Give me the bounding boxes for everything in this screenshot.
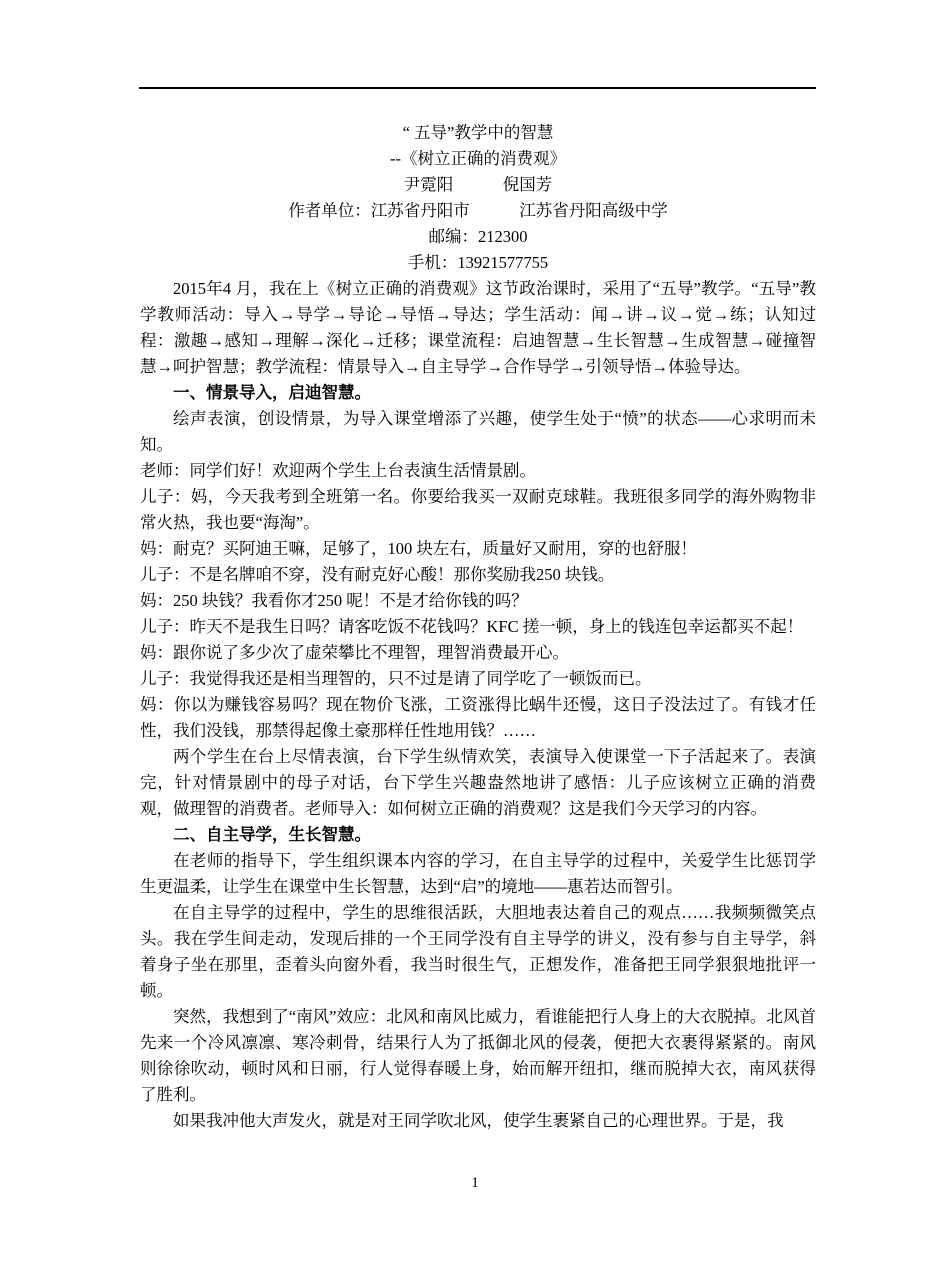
paragraph: 突然，我想到了“南风”效应：北风和南风比威力，看谁能把行人身上的大衣脱掉。北风首先来一个冷风凛凛、寒冷刺骨，结果行人为了抵御北风的侵袭，便把大衣裹得紧紧的。南风则徐徐吹动，顿时风和日丽，行人觉得春暖上身，始而解开纽扣，继而脱掉大衣，南风获得了胜利。 bbox=[140, 1007, 816, 1104]
authors-line: 尹霓阳 倪国芳 bbox=[403, 175, 553, 194]
paragraph: 老师：同学们好！欢迎两个学生上台表演生活情景剧。 bbox=[140, 461, 536, 480]
phone-line: 手机：13921577755 bbox=[407, 253, 549, 272]
section-heading: 二、自主导学，生长智慧。 bbox=[173, 825, 371, 844]
header-rule bbox=[139, 87, 816, 89]
affiliation-line: 作者单位：江苏省丹阳市 江苏省丹阳高级中学 bbox=[288, 201, 668, 220]
paragraph: 2015年4 月，我在上《树立正确的消费观》这节政治课时，采用了“五导”教学。“五导”教学教师活动：导入→导学→导论→导悟→导达；学生活动：闻→讲→议→觉→练；认知过程：激趣→感知→理解→深化→迁移；课堂流程：启迪智慧→生长智慧→生成智慧→碰撞智慧→呵护智慧；教学流程：情景导入→自主导学→合作导学→引领导悟→体验导达。 bbox=[140, 279, 816, 376]
paragraph: 在自主导学的过程中，学生的思维很活跃，大胆地表达着自己的观点……我频频微笑点头。我在学生间走动，发现后排的一个王同学没有自主导学的讲义，没有参与自主导学，斜着身子坐在那里，歪着头向窗外看，我当时很生气，正想发作，准备把王同学狠狠地批评一顿。 bbox=[140, 903, 816, 1000]
paragraph: 妈：跟你说了多少次了虚荣攀比不理智，理智消费最开心。 bbox=[140, 643, 569, 662]
paragraph: 绘声表演，创设情景，为导入课堂增添了兴趣，使学生处于“愤”的状态——心求明而未知。 bbox=[140, 409, 816, 454]
paragraph: 儿子：我觉得我还是相当理智的，只不过是请了同学吃了一顿饭而已。 bbox=[140, 669, 652, 688]
page-number: 1 bbox=[471, 1175, 479, 1191]
paragraph: 如果我冲他大声发火，就是对王同学吹北风，使学生裹紧自己的心理世界。于是，我 bbox=[173, 1111, 784, 1130]
paragraph: 妈：耐克？买阿迪王嘛，足够了，100 块左右，质量好又耐用，穿的也舒服！ bbox=[140, 539, 697, 558]
body-paragraphs bbox=[140, 276, 816, 1134]
postcode-line: 邮编：212300 bbox=[428, 227, 528, 246]
document-subtitle: --《树立正确的消费观》 bbox=[390, 149, 566, 168]
paragraph: 妈：250 块钱？我看你才250 呢！不是才给你钱的吗？ bbox=[140, 591, 528, 610]
paragraph: 妈：你以为赚钱容易吗？现在物价飞涨，工资涨得比蜗牛还慢，这日子没法过了。有钱才任性，我们没钱，那禁得起像土豪那样任性地用钱？…… bbox=[140, 695, 816, 740]
paragraph: 儿子：不是名牌咱不穿，没有耐克好心酸！那你奖励我250 块钱。 bbox=[140, 565, 615, 584]
paragraph: 两个学生在台上尽情表演，台下学生纵情欢笑，表演导入使课堂一下子活起来了。表演完，针对情景剧中的母子对话，台下学生兴趣盎然地讲了感悟：儿子应该树立正确的消费观，做理智的消费者。老师导入：如何树立正确的消费观？这是我们今天学习的内容。 bbox=[140, 747, 816, 818]
page-footer bbox=[0, 1175, 950, 1192]
document-content bbox=[140, 120, 816, 1134]
title-block bbox=[140, 120, 816, 276]
paragraph: 儿子：妈，今天我考到全班第一名。你要给我买一双耐克球鞋。我班很多同学的海外购物非常火热，我也要“海淘”。 bbox=[140, 487, 816, 532]
paragraph: 在老师的指导下，学生组织课本内容的学习，在自主导学的过程中，关爱学生比惩罚学生更温柔，让学生在课堂中生长智慧，达到“启”的境地——惠若达而智引。 bbox=[140, 851, 816, 896]
document-title: “ 五导”教学中的智慧 bbox=[402, 123, 554, 142]
paragraph: 儿子：昨天不是我生日吗？请客吃饭不花钱吗？KFC 搓一顿，身上的钱连包幸运都买不起！ bbox=[140, 617, 804, 636]
section-heading: 一、情景导入，启迪智慧。 bbox=[173, 383, 371, 402]
